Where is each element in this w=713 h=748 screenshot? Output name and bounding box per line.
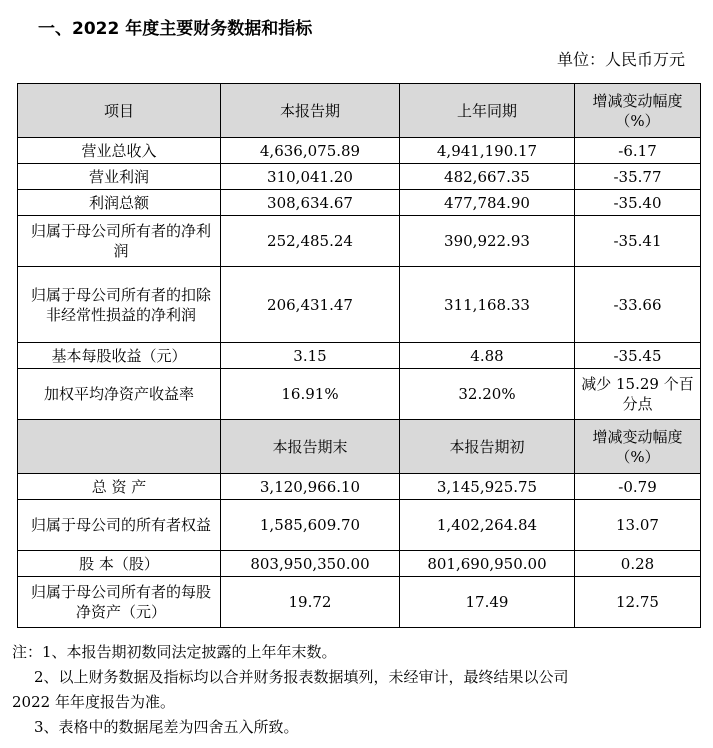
- table-row: [18, 369, 701, 420]
- header-current-period: 本报告期: [221, 84, 400, 138]
- row-value: 1,402,264.84: [400, 500, 575, 551]
- table-row: [18, 500, 701, 551]
- row-value: 17.49: [400, 577, 575, 628]
- section-heading: 一、2022 年度主要财务数据和指标: [38, 19, 313, 39]
- table-row: [18, 138, 701, 164]
- row-value: 3,120,966.10: [221, 474, 400, 500]
- row-value: 19.72: [221, 577, 400, 628]
- row-change: -6.17: [575, 138, 701, 164]
- table-row: [18, 216, 701, 267]
- row-label: 股 本（股）: [18, 551, 221, 577]
- table-row: [18, 343, 701, 369]
- row-change: -0.79: [575, 474, 701, 500]
- header-blank: [18, 420, 221, 474]
- row-value: 16.91%: [221, 369, 400, 420]
- row-label: 归属于母公司所有者的每股净资产（元）: [18, 577, 221, 628]
- row-value: 310,041.20: [221, 164, 400, 190]
- row-value: 482,667.35: [400, 164, 575, 190]
- row-change: -35.77: [575, 164, 701, 190]
- row-value: 4.88: [400, 343, 575, 369]
- note-2-continued: 2022 年年度报告为准。: [12, 693, 175, 711]
- row-value: 477,784.90: [400, 190, 575, 216]
- row-value: 206,431.47: [221, 267, 400, 343]
- header-period-end: 本报告期末: [221, 420, 400, 474]
- row-label: 归属于母公司的所有者权益: [18, 500, 221, 551]
- row-value: 3.15: [221, 343, 400, 369]
- row-change: -35.40: [575, 190, 701, 216]
- row-change: -35.41: [575, 216, 701, 267]
- note-1: 注：1、本报告期初数同法定披露的上年年末数。: [12, 643, 337, 661]
- header-item: 项目: [18, 84, 221, 138]
- row-change: -33.66: [575, 267, 701, 343]
- header-period-start: 本报告期初: [400, 420, 575, 474]
- row-value: 801,690,950.00: [400, 551, 575, 577]
- header-change-pct: 增减变动幅度（%）: [575, 420, 701, 474]
- row-label: 基本每股收益（元）: [18, 343, 221, 369]
- header-change-pct: 增减变动幅度（%）: [575, 84, 701, 138]
- row-label: 利润总额: [18, 190, 221, 216]
- footnotes: [12, 640, 702, 740]
- row-change: -35.45: [575, 343, 701, 369]
- header-prior-period: 上年同期: [400, 84, 575, 138]
- row-label: 加权平均净资产收益率: [18, 369, 221, 420]
- row-value: 4,941,190.17: [400, 138, 575, 164]
- table-row: [18, 474, 701, 500]
- row-label: 总 资 产: [18, 474, 221, 500]
- table-row: [18, 551, 701, 577]
- note-2: 2、以上财务数据及指标均以合并财务报表数据填列，未经审计，最终结果以公司: [34, 668, 569, 686]
- table-header-row: [18, 420, 701, 474]
- row-label: 归属于母公司所有者的扣除非经常性损益的净利润: [18, 267, 221, 343]
- table-row: [18, 164, 701, 190]
- row-value: 308,634.67: [221, 190, 400, 216]
- row-change: 0.28: [575, 551, 701, 577]
- row-value: 3,145,925.75: [400, 474, 575, 500]
- row-value: 4,636,075.89: [221, 138, 400, 164]
- row-label: 归属于母公司所有者的净利润: [18, 216, 221, 267]
- row-value: 252,485.24: [221, 216, 400, 267]
- row-change: 12.75: [575, 577, 701, 628]
- row-label: 营业总收入: [18, 138, 221, 164]
- table-header-row: [18, 84, 701, 138]
- row-change: 减少 15.29 个百分点: [575, 369, 701, 420]
- table-row: [18, 267, 701, 343]
- table-row: [18, 190, 701, 216]
- row-label: 营业利润: [18, 164, 221, 190]
- note-3: 3、表格中的数据尾差为四舍五入所致。: [34, 718, 299, 736]
- row-value: 1,585,609.70: [221, 500, 400, 551]
- row-value: 803,950,350.00: [221, 551, 400, 577]
- row-value: 390,922.93: [400, 216, 575, 267]
- financial-table: [17, 83, 701, 628]
- row-change: 13.07: [575, 500, 701, 551]
- table-row: [18, 577, 701, 628]
- unit-label: 单位：人民币万元: [556, 50, 685, 69]
- row-value: 311,168.33: [400, 267, 575, 343]
- row-value: 32.20%: [400, 369, 575, 420]
